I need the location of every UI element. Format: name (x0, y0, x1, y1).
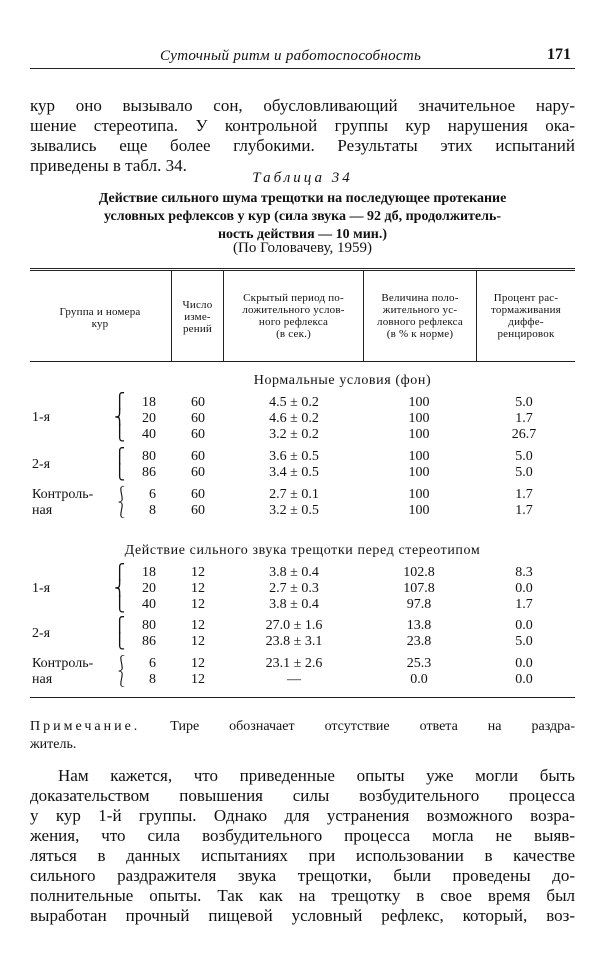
text-line: доказательством повышения силы возбудительного процесса (30, 786, 575, 805)
table-row: 6 12 23.1 ± 2.6 25.3 0.0 (149, 656, 533, 671)
header-line: ренцировок (497, 328, 555, 340)
text-line: приведены в табл. 34. (30, 156, 187, 175)
group-label: Контроль- ная (32, 656, 94, 687)
table-bottom-rule (30, 697, 575, 698)
table-note (30, 718, 575, 754)
header-line: Скрытый период по- (243, 292, 344, 304)
header-line: (в сек.) (276, 328, 311, 340)
body-paragraph (30, 766, 575, 926)
table-row: 18 12 3.8 ± 0.4 102.8 8.3 (142, 565, 533, 580)
running-title: Суточный ритм и работоспособность (160, 48, 422, 64)
table-label: Таблица 34 (252, 170, 353, 186)
table-header-rule (30, 361, 575, 362)
table-title (30, 190, 575, 244)
note-text-continuation: житель. (30, 737, 77, 752)
table-row: 8 60 3.2 ± 0.5 100 1.7 (149, 503, 533, 518)
header-line: Процент рас- (493, 292, 559, 304)
section-title: Нормальные условия (фон) (253, 373, 432, 388)
text-line: кур оно вызывало сон, обусловливающий значительное нару- (30, 96, 575, 115)
header-line: изме- (184, 311, 211, 323)
text-line: полнительные опыты. Так как на трещотку в свое время был (30, 886, 575, 905)
table-row: 86 60 3.4 ± 0.5 100 5.0 (142, 465, 533, 480)
header-count (172, 299, 223, 335)
table-row: 20 12 2.7 ± 0.3 107.8 0.0 (142, 581, 533, 596)
page-number: 171 (547, 46, 571, 63)
intro-paragraph (30, 96, 575, 176)
text-line: жения, что сила возбудительного процесса могла не выяв- (30, 826, 575, 845)
brace-icon: ⎧ ⎨ ⎩ (114, 394, 126, 442)
title-line: условных рефлексов у кур (сила звука — 92 дб, продолжитель- (103, 209, 502, 224)
brace-icon: ⎰ ⎱ (114, 487, 130, 519)
text-line: шение стереотипа. У контрольной группы кур нарушения ока- (30, 116, 575, 135)
header-line: диффе- (508, 316, 544, 328)
table-row: 18 60 4.5 ± 0.2 100 5.0 (142, 395, 533, 410)
table-row: 80 60 3.6 ± 0.5 100 5.0 (142, 449, 533, 464)
table-row: 86 12 23.8 ± 3.1 23.8 5.0 (142, 634, 533, 649)
table-row: 80 12 27.0 ± 1.6 13.8 0.0 (142, 618, 533, 633)
header-latency (224, 292, 363, 340)
title-line: Действие сильного шума трещотки на последующее протекание (98, 191, 507, 206)
header-line: кур (91, 318, 109, 330)
table-top-rule (30, 268, 575, 271)
brace-icon: ⎧ ⎨ ⎩ (114, 565, 126, 613)
group-label: 1-я (32, 410, 51, 425)
table-source: (По Головачеву, 1959) (233, 240, 372, 256)
text-line: зывались еще более глубокими. Результаты этих испытаний (30, 136, 575, 155)
group-label: 2-я (32, 457, 51, 472)
header-line: рений (182, 323, 213, 335)
brace-icon: ⎧ ⎩ (114, 449, 126, 481)
title-line: ность действия — 10 мин.) (217, 227, 388, 242)
header-line: Число (182, 299, 213, 311)
text-line: сильного раздражителя звука трещотки, были проведены до- (30, 866, 575, 885)
header-group (32, 306, 168, 330)
table-row: 20 60 4.6 ± 0.2 100 1.7 (142, 411, 533, 426)
section-title: Действие сильного звука трещотки перед стереотипом (124, 543, 481, 558)
brace-icon: ⎧ ⎩ (114, 618, 126, 650)
table-row: 8 12 — 0.0 0.0 (149, 672, 533, 687)
table-row: 40 60 3.2 ± 0.2 100 26.7 (142, 427, 537, 442)
note-text: Тире обозначает отсутствие ответа на раздра- (170, 719, 575, 734)
header-line: ного рефлекса (258, 316, 329, 328)
text-line: у кур 1-й группы. Однако для устранения возможного возра- (30, 806, 575, 825)
group-label: 2-я (32, 626, 51, 641)
header-line: (в % к норме) (386, 328, 454, 340)
header-line: Группа и номера (59, 306, 141, 318)
text-line: выработан прочный пищевой условный рефлекс, который, воз- (30, 906, 575, 925)
running-head (30, 44, 575, 69)
text-line: Нам кажется, что приведенные опыты уже могли быть (58, 766, 575, 785)
brace-icon: ⎰ ⎱ (114, 656, 130, 688)
header-line: жительного ус- (382, 304, 458, 316)
group-label: 1-я (32, 581, 51, 596)
table-row: 6 60 2.7 ± 0.1 100 1.7 (149, 487, 533, 502)
table-row: 40 12 3.8 ± 0.4 97.8 1.7 (142, 597, 533, 612)
header-magnitude (364, 292, 476, 340)
header-line: ложительного услов- (242, 304, 345, 316)
header-percent (477, 292, 575, 340)
header-line: Величина поло- (381, 292, 459, 304)
group-label: Контроль- ная (32, 487, 94, 518)
note-label: Примечание. (30, 719, 141, 734)
header-line: ловного рефлекса (377, 316, 463, 328)
text-line: ляться в данных испытаниях при использовании в качестве (30, 846, 575, 865)
header-line: тормаживания (491, 304, 561, 316)
